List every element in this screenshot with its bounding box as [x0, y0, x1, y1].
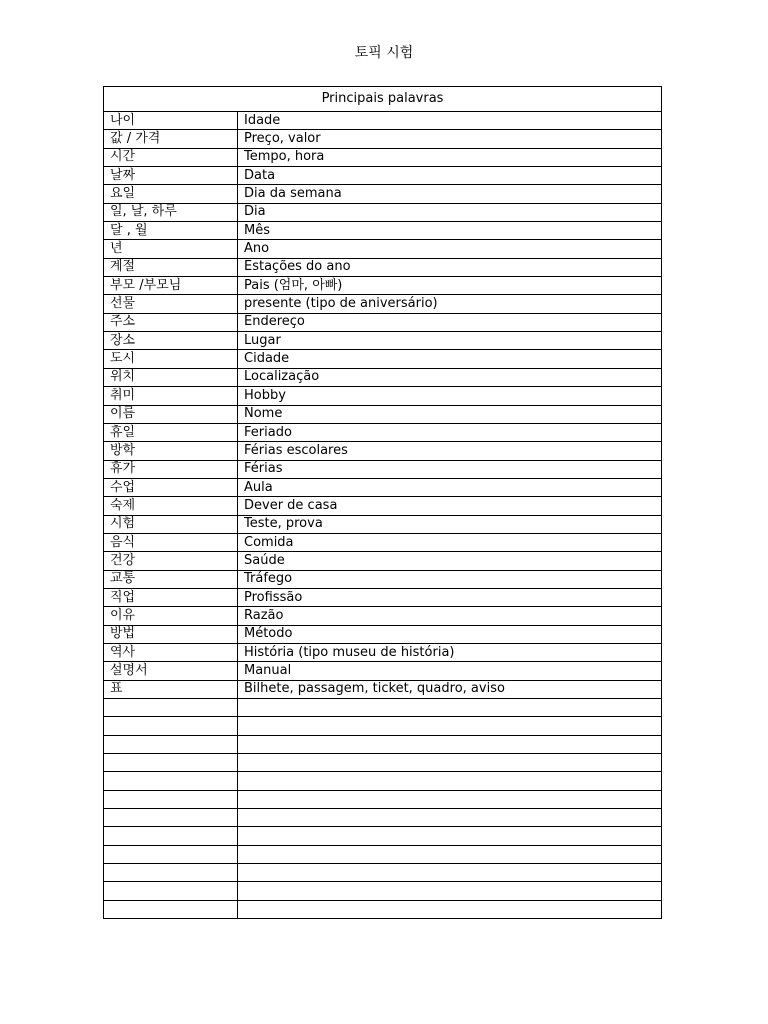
table-row — [104, 827, 662, 845]
korean-word-cell: 도시 — [104, 350, 238, 368]
korean-word-cell: 음식 — [104, 533, 238, 551]
portuguese-meaning-cell — [238, 809, 662, 827]
table-row — [104, 258, 662, 276]
table-row — [104, 203, 662, 221]
table-row — [104, 112, 662, 130]
portuguese-meaning-cell: Idade — [238, 112, 662, 130]
portuguese-meaning-cell: Cidade — [238, 350, 662, 368]
korean-word-cell: 부모 /부모님 — [104, 277, 238, 295]
document-title: 토픽 시험 — [354, 45, 414, 61]
korean-word-cell — [104, 699, 238, 717]
table-row — [104, 790, 662, 808]
table-row — [104, 240, 662, 258]
korean-word-cell — [104, 827, 238, 845]
table-header-row — [104, 87, 662, 112]
table-row — [104, 497, 662, 515]
portuguese-meaning-cell: Nome — [238, 405, 662, 423]
korean-word-cell: 방학 — [104, 442, 238, 460]
table-row — [104, 570, 662, 588]
portuguese-meaning-cell: Localização — [238, 368, 662, 386]
korean-word-cell: 값 / 가격 — [104, 130, 238, 148]
korean-word-cell: 직업 — [104, 588, 238, 606]
portuguese-meaning-cell: Mês — [238, 222, 662, 240]
korean-word-cell: 교통 — [104, 570, 238, 588]
portuguese-meaning-cell — [238, 790, 662, 808]
portuguese-meaning-cell: Ano — [238, 240, 662, 258]
table-row — [104, 809, 662, 827]
korean-word-cell: 건강 — [104, 552, 238, 570]
portuguese-meaning-cell: Dia — [238, 203, 662, 221]
portuguese-meaning-cell — [238, 864, 662, 882]
table-row — [104, 845, 662, 863]
table-row — [104, 662, 662, 680]
korean-word-cell: 나이 — [104, 112, 238, 130]
table-row — [104, 680, 662, 698]
korean-word-cell: 시간 — [104, 148, 238, 166]
korean-word-cell — [104, 790, 238, 808]
portuguese-meaning-cell: Lugar — [238, 332, 662, 350]
portuguese-meaning-cell — [238, 772, 662, 790]
table-row — [104, 717, 662, 735]
korean-word-cell: 선물 — [104, 295, 238, 313]
table-row — [104, 478, 662, 496]
table-row — [104, 148, 662, 166]
portuguese-meaning-cell: Método — [238, 625, 662, 643]
portuguese-meaning-cell: Tempo, hora — [238, 148, 662, 166]
table-row — [104, 607, 662, 625]
table-row — [104, 900, 662, 918]
table-row — [104, 387, 662, 405]
table-row — [104, 533, 662, 551]
portuguese-meaning-cell: Teste, prova — [238, 515, 662, 533]
portuguese-meaning-cell: Hobby — [238, 387, 662, 405]
portuguese-meaning-cell: Manual — [238, 662, 662, 680]
table-row — [104, 185, 662, 203]
portuguese-meaning-cell: Preço, valor — [238, 130, 662, 148]
korean-word-cell — [104, 735, 238, 753]
korean-word-cell: 시험 — [104, 515, 238, 533]
portuguese-meaning-cell: Comida — [238, 533, 662, 551]
table-row — [104, 864, 662, 882]
table-row — [104, 754, 662, 772]
table-row — [104, 735, 662, 753]
table-row — [104, 625, 662, 643]
table-row — [104, 295, 662, 313]
table-row — [104, 460, 662, 478]
table-row — [104, 882, 662, 900]
portuguese-meaning-cell: presente (tipo de aniversário) — [238, 295, 662, 313]
table-row — [104, 588, 662, 606]
korean-word-cell: 숙제 — [104, 497, 238, 515]
portuguese-meaning-cell: Razão — [238, 607, 662, 625]
korean-word-cell: 일, 날, 하루 — [104, 203, 238, 221]
korean-word-cell: 달 , 월 — [104, 222, 238, 240]
portuguese-meaning-cell: Estações do ano — [238, 258, 662, 276]
portuguese-meaning-cell — [238, 900, 662, 918]
korean-word-cell: 설명서 — [104, 662, 238, 680]
korean-word-cell — [104, 717, 238, 735]
table-row — [104, 405, 662, 423]
vocabulary-rows — [104, 112, 662, 919]
korean-word-cell: 휴가 — [104, 460, 238, 478]
korean-word-cell: 방법 — [104, 625, 238, 643]
table-row — [104, 222, 662, 240]
portuguese-meaning-cell — [238, 827, 662, 845]
korean-word-cell: 주소 — [104, 313, 238, 331]
table-row — [104, 277, 662, 295]
portuguese-meaning-cell: Endereço — [238, 313, 662, 331]
table-row — [104, 167, 662, 185]
korean-word-cell: 년 — [104, 240, 238, 258]
portuguese-meaning-cell — [238, 717, 662, 735]
table-row — [104, 772, 662, 790]
portuguese-meaning-cell: Férias — [238, 460, 662, 478]
portuguese-meaning-cell — [238, 882, 662, 900]
table-row — [104, 423, 662, 441]
table-row — [104, 442, 662, 460]
portuguese-meaning-cell: Aula — [238, 478, 662, 496]
korean-word-cell: 이유 — [104, 607, 238, 625]
vocabulary-table — [103, 86, 662, 919]
table-row — [104, 368, 662, 386]
korean-word-cell: 장소 — [104, 332, 238, 350]
portuguese-meaning-cell: Feriado — [238, 423, 662, 441]
portuguese-meaning-cell: Data — [238, 167, 662, 185]
table-row — [104, 350, 662, 368]
korean-word-cell — [104, 772, 238, 790]
korean-word-cell: 표 — [104, 680, 238, 698]
portuguese-meaning-cell: Profissão — [238, 588, 662, 606]
portuguese-meaning-cell: Dever de casa — [238, 497, 662, 515]
table-row — [104, 130, 662, 148]
portuguese-meaning-cell — [238, 754, 662, 772]
portuguese-meaning-cell: História (tipo museu de história) — [238, 643, 662, 661]
portuguese-meaning-cell: Bilhete, passagem, ticket, quadro, aviso — [238, 680, 662, 698]
korean-word-cell: 계절 — [104, 258, 238, 276]
table-header: Principais palavras — [104, 87, 662, 112]
korean-word-cell: 취미 — [104, 387, 238, 405]
korean-word-cell — [104, 754, 238, 772]
table-row — [104, 643, 662, 661]
table-row — [104, 313, 662, 331]
korean-word-cell: 휴일 — [104, 423, 238, 441]
portuguese-meaning-cell — [238, 735, 662, 753]
portuguese-meaning-cell: Pais (엄마, 아빠) — [238, 277, 662, 295]
portuguese-meaning-cell — [238, 845, 662, 863]
table-row — [104, 515, 662, 533]
table-row — [104, 332, 662, 350]
korean-word-cell — [104, 809, 238, 827]
portuguese-meaning-cell: Tráfego — [238, 570, 662, 588]
portuguese-meaning-cell: Saúde — [238, 552, 662, 570]
portuguese-meaning-cell: Dia da semana — [238, 185, 662, 203]
korean-word-cell: 수업 — [104, 478, 238, 496]
korean-word-cell: 날짜 — [104, 167, 238, 185]
korean-word-cell — [104, 845, 238, 863]
korean-word-cell: 이름 — [104, 405, 238, 423]
table-row — [104, 699, 662, 717]
portuguese-meaning-cell: Férias escolares — [238, 442, 662, 460]
korean-word-cell: 역사 — [104, 643, 238, 661]
portuguese-meaning-cell — [238, 699, 662, 717]
korean-word-cell: 요일 — [104, 185, 238, 203]
korean-word-cell — [104, 864, 238, 882]
korean-word-cell — [104, 900, 238, 918]
table-row — [104, 552, 662, 570]
korean-word-cell: 위치 — [104, 368, 238, 386]
korean-word-cell — [104, 882, 238, 900]
